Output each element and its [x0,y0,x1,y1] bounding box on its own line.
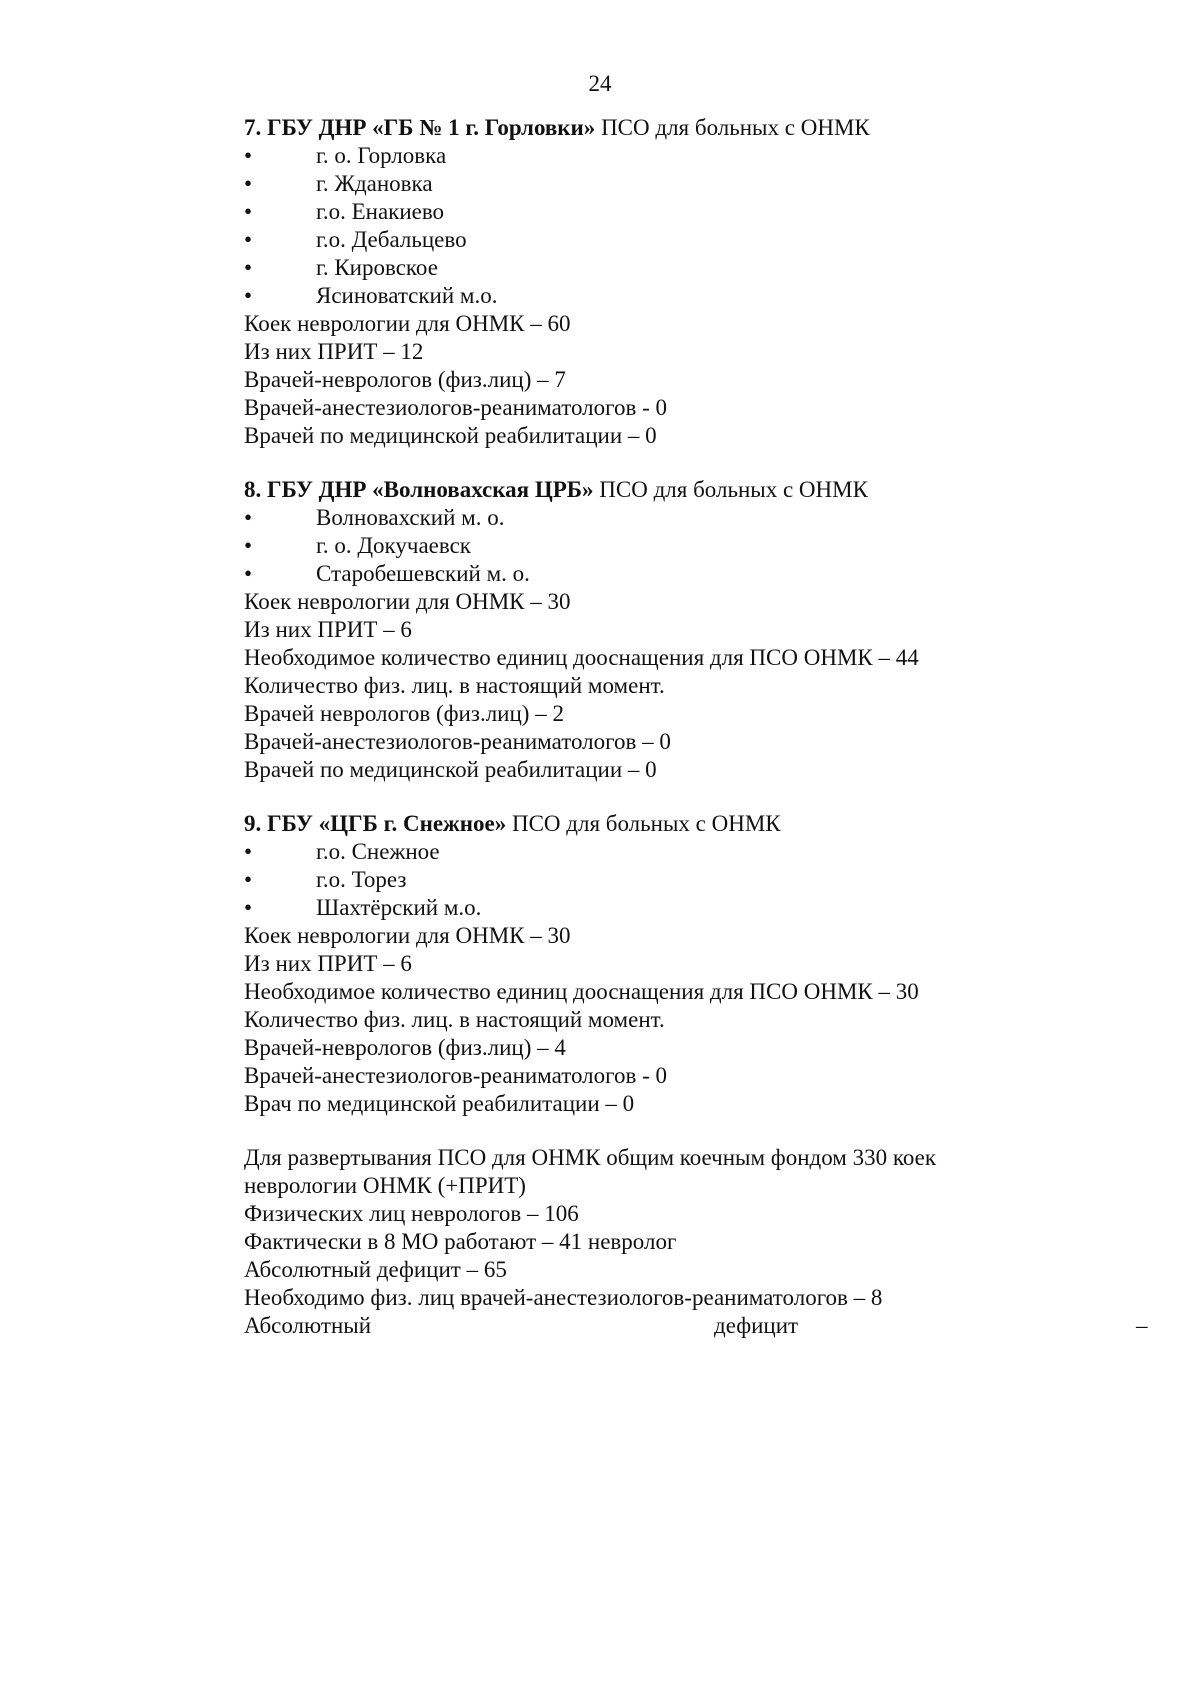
stat-line: Врач по медицинской реабилитации – 0 [244,1091,635,1116]
stat-line: Врачей-анестезиологов-реаниматологов - 0 [244,1063,667,1088]
summary-last-line [244,1312,1148,1340]
stat-line: Врачей неврологов (физ.лиц) – 2 [244,701,564,726]
bullet-icon: • [244,143,253,168]
bullet-icon: • [244,171,253,196]
section-heading [244,476,1144,504]
list-item: • г.о. Торез [244,867,407,892]
section-suffix: ПСО для больных с ОНМК [506,811,781,836]
stat-line: Врачей-анестезиологов-реаниматологов - 0 [244,395,667,420]
section-9 [244,810,1144,1118]
section-8 [244,476,1144,784]
stat-line: Из них ПРИТ – 6 [244,617,412,642]
list-item: • г.о. Енакиево [244,199,445,224]
list-item: • г.о. Снежное [244,839,440,864]
list-item: • г. Ждановка [244,171,433,196]
summary-line: Для развертывания ПСО для ОНМК общим коечным фондом 330 коек [244,1145,936,1170]
stat-line: Врачей по медицинской реабилитации – 0 [244,757,657,782]
summary-line: неврологии ОНМК (+ПРИТ) [244,1173,526,1198]
section-org: ГБУ ДНР «Волновахская ЦРБ» [267,477,594,502]
page-number: 24 [588,71,612,96]
stat-line: Врачей-анестезиологов-реаниматологов – 0 [244,729,671,754]
bullet-icon: • [244,533,253,558]
stat-line: Врачей-неврологов (физ.лиц) – 7 [244,367,566,392]
section-heading [244,114,1144,142]
list-item: • г. Кировское [244,255,438,280]
list-item: • Волновахский м. о. [244,505,505,530]
bullet-icon: • [244,561,253,586]
bullet-icon: • [244,867,253,892]
stat-line: Коек неврологии для ОНМК – 30 [244,923,571,948]
list-item: • Старобешевский м. о. [244,561,530,586]
bullet-icon: • [244,227,253,252]
stat-line: Необходимое количество единиц дооснащения для ПСО ОНМК – 30 [244,979,919,1004]
stat-line: Врачей-неврологов (физ.лиц) – 4 [244,1035,566,1060]
section-number: 9. [244,811,262,836]
list-item: • Ясиноватский м.о. [244,283,498,308]
bullet-icon: • [244,895,253,920]
bullet-icon: • [244,283,253,308]
stat-line: Коек неврологии для ОНМК – 60 [244,311,571,336]
section-gap [244,784,1144,810]
bullet-icon: • [244,199,253,224]
stat-line: Количество физ. лиц. в настоящий момент. [244,673,665,698]
summary-block [244,1144,1148,1340]
stat-line: Из них ПРИТ – 6 [244,951,412,976]
list-item: • Шахтёрский м.о. [244,895,482,920]
summary-line: Физических лиц неврологов – 106 [244,1201,579,1226]
bullet-icon: • [244,255,253,280]
document-content [244,114,1148,1340]
stat-line: Коек неврологии для ОНМК – 30 [244,589,571,614]
summary-line: Фактически в 8 МО работают – 41 невролог [244,1229,677,1254]
section-heading [244,810,1144,838]
stat-line: Из них ПРИТ – 12 [244,339,424,364]
section-gap [244,450,1144,476]
summary-line: Абсолютный дефицит – 65 [244,1257,507,1282]
bullet-icon: • [244,505,253,530]
list-item: • г. о. Горловка [244,143,447,168]
stat-line: Необходимое количество единиц дооснащения для ПСО ОНМК – 44 [244,645,919,670]
summary-last-dash: – [1136,1313,1148,1338]
section-gap [244,1118,1144,1144]
section-7 [244,114,1144,450]
section-number: 7. [244,115,262,140]
summary-line: Необходимо физ. лиц врачей-анестезиологов-реаниматологов – 8 [244,1285,883,1310]
section-org: ГБУ ДНР «ГБ № 1 г. Горловки» [267,115,596,140]
summary-last-left: Абсолютный [244,1313,372,1338]
bullet-icon: • [244,839,253,864]
list-item: • г.о. Дебальцево [244,227,467,252]
section-suffix: ПСО для больных с ОНМК [595,115,870,140]
section-suffix: ПСО для больных с ОНМК [593,477,868,502]
section-number: 8. [244,477,262,502]
list-item: • г. о. Докучаевск [244,533,471,558]
stat-line: Количество физ. лиц. в настоящий момент. [244,1007,665,1032]
stat-line: Врачей по медицинской реабилитации – 0 [244,423,657,448]
summary-last-middle: дефицит [714,1313,799,1338]
section-org: ГБУ «ЦГБ г. Снежное» [267,811,507,836]
